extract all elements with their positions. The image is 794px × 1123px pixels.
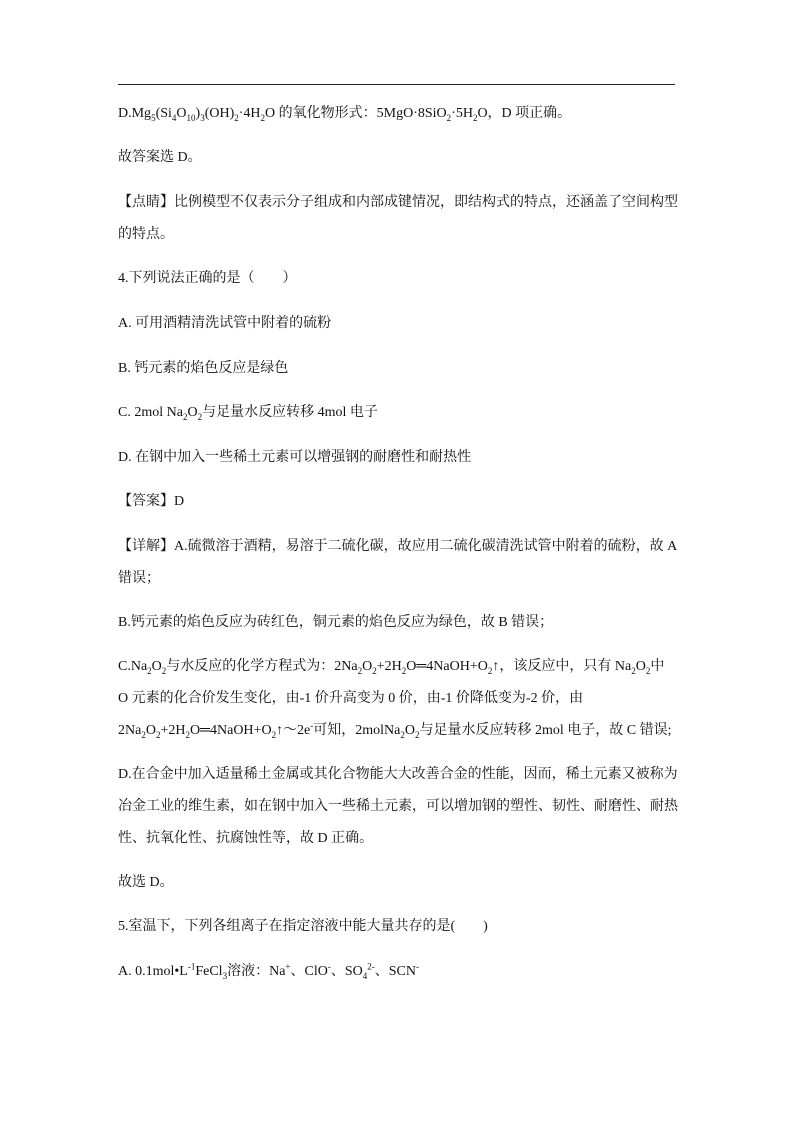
question-4-option-b: B. 钙元素的焰色反应是绿色: [118, 361, 289, 376]
explanation-d-line-1: D.在合金中加入适量稀土金属或其化合物能大大改善合金的性能，因而，稀土元素又被称为: [118, 767, 678, 782]
question-4-stem: 4.下列说法正确的是（ ）: [118, 271, 297, 286]
explanation-a-line-1: 【详解】A.硫微溶于酒精，易溶于二硫化碳，故应用二硫化碳清洗试管中附着的硫粉，故 A: [118, 539, 678, 554]
question-5-stem: 5.室温下，下列各组离子在指定溶液中能大量共存的是( ): [118, 919, 488, 934]
explanation-c-line-1: $C.Na_2O_2$与水反应的化学方程式为：$2Na_2O_2+2H_2O═4NaOH+O_2↑$，该反应中，只有 $Na_2O_2$中: [118, 659, 665, 676]
question-4-answer: 【答案】D: [118, 494, 185, 509]
header-rule: [118, 84, 675, 85]
question-5-option-a: A. $0.1mol•L^{-1}FeCl_3$溶液：Na+、ClO-、$SO_4^{2-}$、SCN-: [118, 961, 419, 981]
explanation-d-line-3: 性、抗氧化性、抗腐蚀性等，故 D 正确。: [118, 831, 374, 846]
question-4-conclusion: 故选 D。: [118, 875, 174, 890]
line-mg-silicate-oxide-form: $D.Mg_5(Si_4O_{10})_3(OH)_2\cdot 4H_2O$ 的氧化物形式：$5MgO\cdot 8SiO_2\cdot 5H_2O$，D 项正确。: [118, 106, 572, 123]
question-4-option-d: D. 在钢中加入一些稀土元素可以增强钢的耐磨性和耐热性: [118, 450, 472, 465]
note-paragraph-line-2: 的特点。: [118, 227, 174, 242]
explanation-d-line-2: 冶金工业的维生素，如在钢中加入一些稀土元素，可以增加钢的塑性、韧性、耐磨性、耐热: [118, 799, 678, 814]
answer-summary-d: 故答案选 D。: [118, 150, 202, 165]
note-paragraph-line-1: 【点睛】比例模型不仅表示分子组成和内部成键情况，即结构式的特点，还涵盖了空间构型: [118, 195, 678, 210]
question-4-option-c: C. 2mol $Na_2O_2$与足量水反应转移 4mol 电子: [118, 405, 378, 422]
explanation-c-line-2: O 元素的化合价发生变化，由-1 价升高变为 0 价，由-1 价降低变为-2 价，由: [118, 691, 584, 706]
explanation-c-line-3: $2Na_2O_2+2H_2O═4NaOH+O_2↑\sim 2e^-$可知，$2molNa_2O_2$与足量水反应转移 2mol 电子，故 C 错误;: [118, 720, 672, 740]
question-4-option-a: A. 可用酒精清洗试管中附着的硫粉: [118, 316, 332, 331]
explanation-b: B.钙元素的焰色反应为砖红色，铜元素的焰色反应为绿色，故 B 错误；: [118, 615, 554, 630]
explanation-a-line-2: 错误；: [118, 571, 160, 586]
